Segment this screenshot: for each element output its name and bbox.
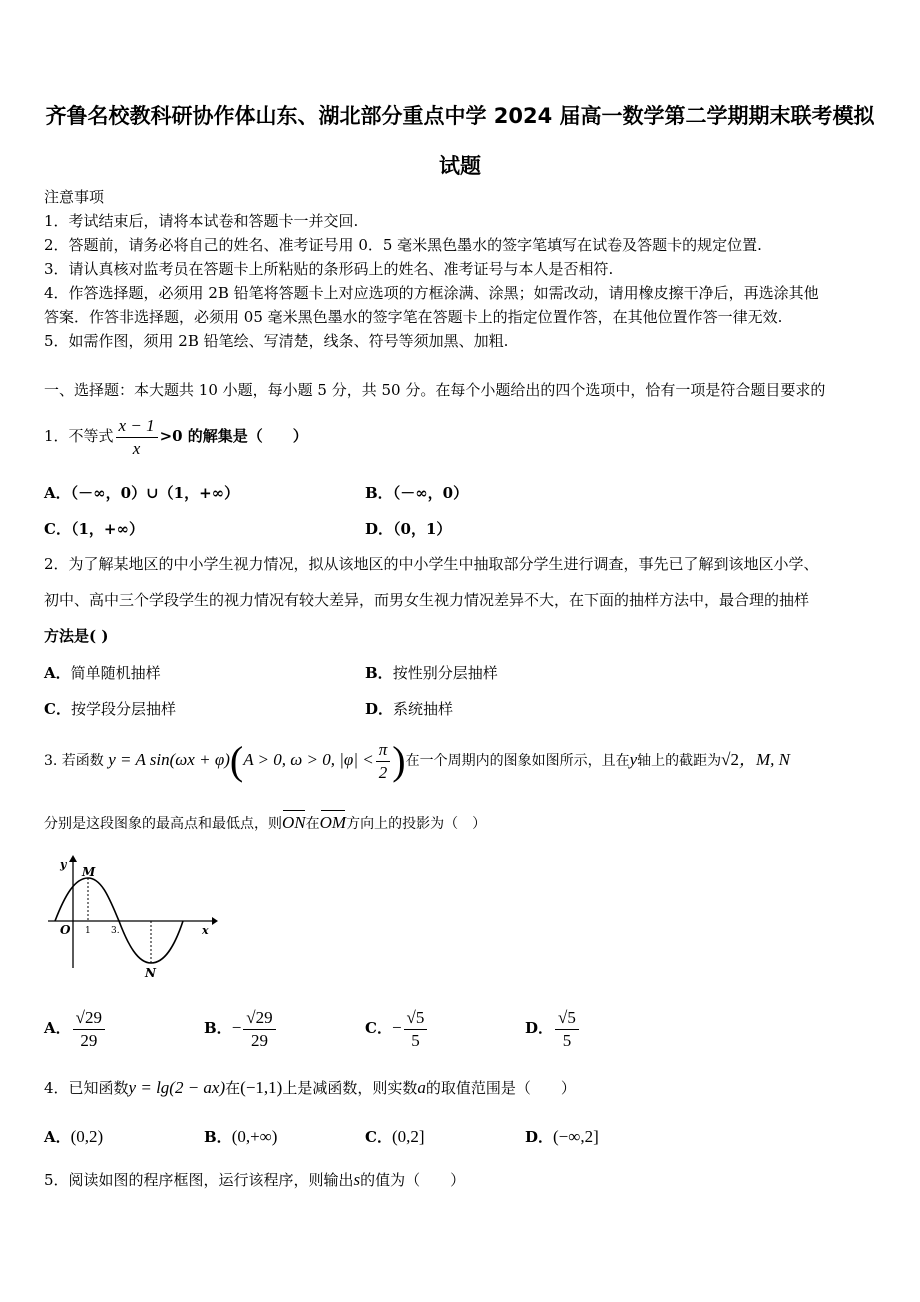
q1-suffix: >0 的解集是（ ） bbox=[159, 427, 308, 445]
q1-option-a[interactable] bbox=[44, 482, 239, 503]
graph-label-x: x bbox=[202, 924, 209, 937]
q1-numerator: x − 1 bbox=[116, 415, 158, 438]
q4-text: 上是减函数，则实数 bbox=[282, 1079, 418, 1097]
option-label: D． bbox=[525, 1019, 554, 1037]
q3-mn: ，M, N bbox=[738, 750, 790, 769]
option-label: B． bbox=[204, 1019, 232, 1037]
y-axis-arrow-icon bbox=[69, 855, 77, 862]
vector-om: OM bbox=[319, 813, 347, 832]
q3-text: 在 bbox=[305, 816, 320, 832]
option-denominator: 29 bbox=[250, 1030, 268, 1050]
option-sign: − bbox=[231, 1018, 242, 1037]
question-4 bbox=[44, 1078, 576, 1098]
graph-label-1: 1 bbox=[85, 926, 91, 936]
q3-sqrt2: √2 bbox=[721, 750, 739, 769]
option-label: D． bbox=[525, 1128, 554, 1146]
graph-label-3: 3. bbox=[111, 926, 120, 936]
option-sign: − bbox=[391, 1018, 402, 1037]
q2-option-b[interactable] bbox=[365, 662, 498, 683]
option-denominator: 5 bbox=[411, 1030, 420, 1050]
question-2-line: 2．为了解某地区的中小学生视力情况，拟从该地区的中小学生中抽取部分学生进行调查，事先已了解到该地区小学、 bbox=[44, 555, 819, 573]
q5-text: 的值为（ ） bbox=[360, 1171, 466, 1189]
option-label: C． bbox=[365, 1128, 392, 1146]
notice-item: 5．如需作图，须用 2B 铅笔绘、写清楚，线条、符号等须加黑、加粗. bbox=[44, 332, 509, 350]
q3-y: y bbox=[629, 750, 638, 769]
q1-fraction bbox=[116, 415, 158, 460]
q5-text: 5．阅读如图的程序框图，运行该程序，则输出 bbox=[44, 1171, 354, 1189]
option-text: 按性别分层抽样 bbox=[392, 664, 498, 682]
option-text: (0,2) bbox=[70, 1127, 104, 1146]
option-label: B． bbox=[365, 664, 393, 682]
notice-item: 4．作答选择题，必须用 2B 铅笔将答题卡上对应选项的方框涂满、涂黑；如需改动，请用橡皮擦干净后，再选涂其他 bbox=[44, 284, 819, 302]
option-label: C． bbox=[44, 520, 71, 538]
q4-text: 在 bbox=[225, 1079, 241, 1097]
q3-pi-over-2 bbox=[376, 739, 391, 784]
option-text: （－∞，0）∪（1，+∞） bbox=[70, 484, 240, 502]
question-3-line-2 bbox=[44, 813, 486, 834]
sine-graph-figure bbox=[40, 850, 240, 990]
option-label: C． bbox=[365, 1019, 392, 1037]
q2-option-d[interactable] bbox=[365, 698, 453, 719]
q3-option-b[interactable] bbox=[204, 1004, 278, 1052]
option-numerator: √5 bbox=[404, 1007, 428, 1030]
q4-a: a bbox=[417, 1078, 426, 1097]
option-text: (0,+∞) bbox=[231, 1127, 278, 1146]
question-2-line: 初中、高中三个学段学生的视力情况有较大差异，而男女生视力情况差异不大，在下面的抽样方法中，最合理的抽样 bbox=[44, 591, 810, 609]
notice-item: 1．考试结束后，请将本试卷和答题卡一并交回. bbox=[44, 212, 359, 230]
paren-open: ( bbox=[229, 738, 244, 783]
option-numerator: √29 bbox=[243, 1007, 275, 1030]
q1-option-d[interactable] bbox=[365, 518, 451, 539]
q3-prefix: 3. 若函数 bbox=[44, 753, 104, 769]
q2-option-a[interactable] bbox=[44, 662, 161, 683]
q4-option-d[interactable] bbox=[525, 1126, 599, 1147]
vector-on: ON bbox=[282, 813, 306, 832]
q4-option-a[interactable] bbox=[44, 1126, 103, 1147]
question-1 bbox=[44, 412, 308, 460]
option-text: （－∞，0） bbox=[392, 484, 469, 502]
q3-condition: A > 0, ω > 0, |φ| < bbox=[243, 750, 374, 769]
option-text: 简单随机抽样 bbox=[70, 664, 161, 682]
option-denominator: 29 bbox=[80, 1030, 98, 1050]
q3-text: 在一个周期内的图象如图所示，且在 bbox=[405, 753, 630, 769]
option-text: 按学段分层抽样 bbox=[70, 700, 176, 718]
notice-heading: 注意事项 bbox=[44, 188, 105, 206]
option-label: D． bbox=[365, 520, 394, 538]
option-fraction bbox=[555, 1007, 579, 1052]
option-label: A． bbox=[44, 1019, 71, 1037]
option-text: 系统抽样 bbox=[393, 700, 454, 718]
q3-option-d[interactable] bbox=[525, 1004, 581, 1052]
option-fraction bbox=[73, 1007, 105, 1052]
q2-option-c[interactable] bbox=[44, 698, 176, 719]
question-2-line: 方法是( ) bbox=[44, 627, 109, 645]
option-label: A． bbox=[44, 1128, 71, 1146]
q1-denominator: x bbox=[132, 438, 141, 458]
q4-interval: (−1,1) bbox=[240, 1078, 283, 1097]
option-fraction bbox=[243, 1007, 275, 1052]
q4-function: y = lg(2 − ax) bbox=[128, 1078, 226, 1097]
notice-item: 答案．作答非选择题，必须用 05 毫米黑色墨水的签字笔在答题卡上的指定位置作答，在其他位置作答一律无效. bbox=[44, 308, 783, 326]
q5-s: s bbox=[353, 1170, 361, 1189]
option-denominator: 5 bbox=[562, 1030, 572, 1050]
option-fraction bbox=[404, 1007, 428, 1052]
option-label: B． bbox=[365, 484, 393, 502]
option-text: （0，1） bbox=[393, 520, 452, 538]
graph-label-y: y bbox=[60, 858, 67, 871]
q1-option-c[interactable] bbox=[44, 518, 144, 539]
q4-option-b[interactable] bbox=[204, 1126, 277, 1147]
paren-close: ) bbox=[392, 738, 406, 783]
option-label: C． bbox=[44, 700, 71, 718]
question-5 bbox=[44, 1170, 465, 1190]
option-label: D． bbox=[365, 700, 394, 718]
option-text: (−∞,2] bbox=[553, 1127, 599, 1146]
q1-option-b[interactable] bbox=[365, 482, 468, 503]
option-label: A． bbox=[44, 664, 71, 682]
option-text: (0,2] bbox=[391, 1127, 425, 1146]
option-numerator: √5 bbox=[555, 1007, 579, 1030]
option-text: （1，+∞） bbox=[70, 520, 144, 538]
section-heading: 一、选择题：本大题共 10 小题，每小题 5 分，共 50 分。在每个小题给出的四个选项中，恰有一项是符合题目要求的 bbox=[44, 381, 826, 399]
option-label: B． bbox=[204, 1128, 232, 1146]
q3-option-a[interactable] bbox=[44, 1004, 107, 1052]
graph-label-o: O bbox=[60, 923, 71, 937]
q3-text: 分别是这段图象的最高点和最低点，则 bbox=[44, 816, 282, 832]
q4-text: 的取值范围是（ ） bbox=[425, 1079, 576, 1097]
option-numerator: √29 bbox=[73, 1007, 105, 1030]
q1-prefix: 1．不等式 bbox=[44, 427, 114, 445]
question-3-line-1 bbox=[44, 733, 790, 788]
graph-label-m: M bbox=[82, 865, 96, 879]
notice-item: 2．答题前，请务必将自己的姓名、准考证号用 0．5 毫米黑色墨水的签字笔填写在试卷及答题卡的规定位置. bbox=[44, 236, 762, 254]
q3-text: 轴上的截距为 bbox=[637, 753, 722, 769]
option-label: A． bbox=[44, 484, 71, 502]
q3-option-c[interactable] bbox=[365, 1004, 429, 1052]
notice-item: 3．请认真核对监考员在答题卡上所粘贴的条形码上的姓名、准考证号与本人是否相符. bbox=[44, 260, 614, 278]
q3-text: 方向上的投影为（ ） bbox=[346, 816, 487, 832]
q3-two: 2 bbox=[378, 762, 388, 782]
x-axis-arrow-icon bbox=[212, 917, 218, 925]
title-line-1: 齐鲁名校教科研协作体山东、湖北部分重点中学 2024 届高一数学第二学期期末联考模拟 bbox=[45, 104, 875, 128]
graph-label-n: N bbox=[145, 966, 156, 980]
q4-text: 4．已知函数 bbox=[44, 1079, 129, 1097]
title-line-2: 试题 bbox=[439, 154, 481, 178]
q4-option-c[interactable] bbox=[365, 1126, 425, 1147]
q3-function: y = A sin(ωx + φ) bbox=[108, 750, 230, 769]
q3-pi: π bbox=[376, 739, 391, 762]
